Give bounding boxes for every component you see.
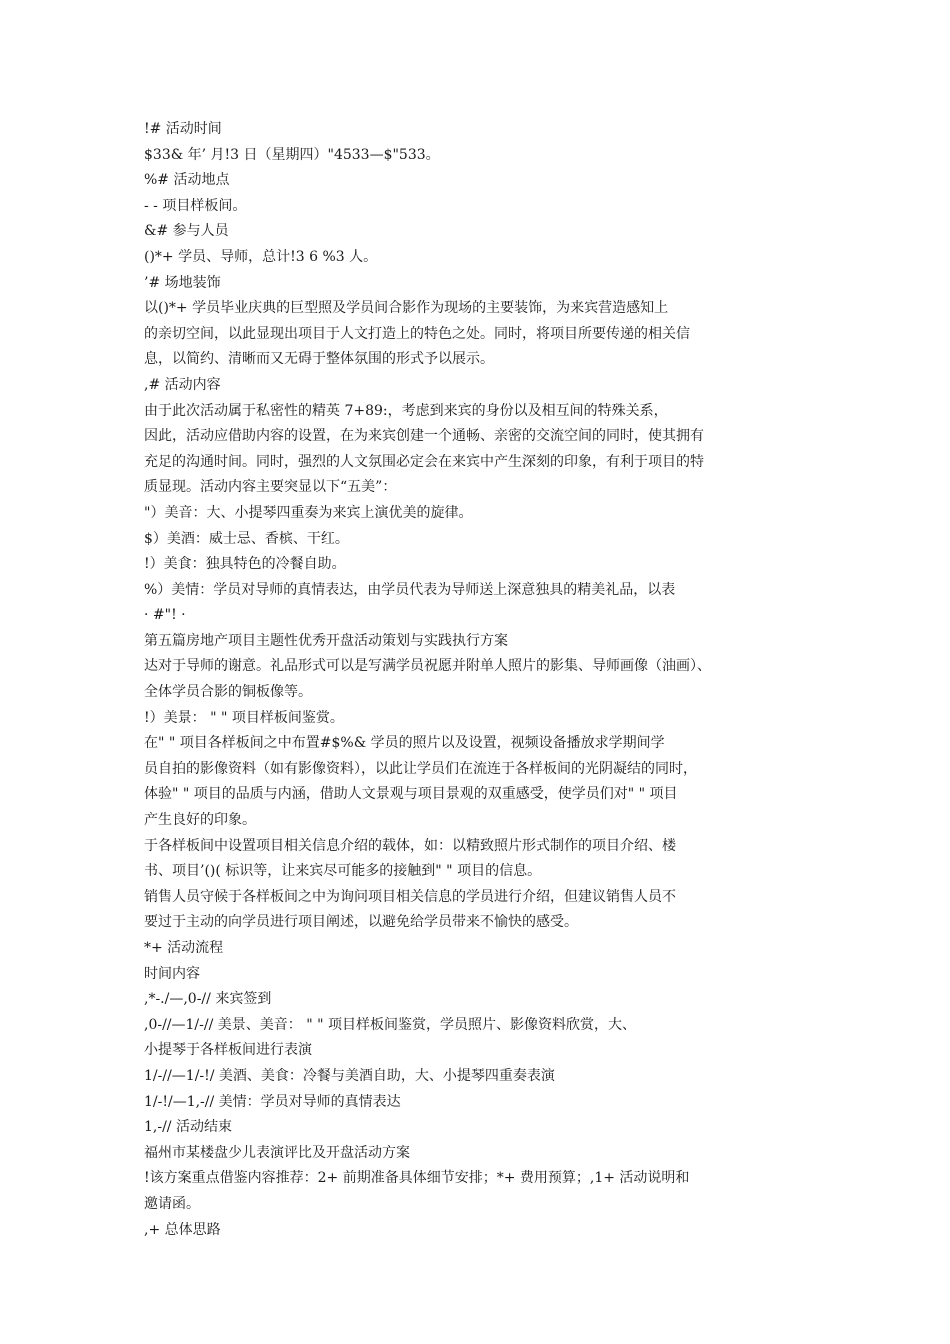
text-line: 以()*+ 学员毕业庆典的巨型照及学员间合影作为现场的主要装饰，为来宾营造感知上 [144, 300, 669, 317]
schedule-row: 小提琴于各样板间进行表演 [144, 1042, 312, 1059]
list-item: $）美酒：威士忌、香槟、干红。 [144, 530, 349, 547]
text-line: - - 项目样板间。 [144, 197, 247, 214]
list-item: %）美情：学员对导师的真情表达，由学员代表为导师送上深意独具的精美礼品，以表 [144, 581, 676, 598]
text-line: 质显现。活动内容主要突显以下“五美”： [144, 479, 397, 496]
text-line: 邀请函。 [144, 1195, 200, 1212]
text-line: 全体学员合影的铜板像等。 [144, 684, 312, 701]
section-heading-time: !# 活动时间 [144, 121, 222, 137]
text-line: 的亲切空间，以此显现出项目于人文打造上的特色之处。同时，将项目所要传递的相关信 [144, 325, 690, 342]
text-line: 因此，活动应借助内容的设置，在为来宾创建一个通畅、亲密的交流空间的同时，使其拥有 [144, 428, 704, 445]
section-heading-content: ,# 活动内容 [144, 376, 221, 393]
schedule-row: ,*-./—,0-// 来宾签到 [144, 991, 272, 1008]
text-line: 书、项目’()( 标识等，让来宾尽可能多的接触到" " 项目的信息。 [144, 863, 542, 880]
text-line: 要过于主动的向学员进行项目阐述，以避免给学员带来不愉快的感受。 [144, 914, 578, 931]
text-line: $33& 年’ 月!3 日（星期四）"4533—$"533。 [144, 146, 440, 163]
text-line: 员自拍的影像资料（如有影像资料），以此让学员们在流连于各样板间的光阴凝结的同时， [144, 760, 697, 777]
schedule-header: 时间内容 [144, 965, 200, 982]
list-item: !）美食：独具特色的冷餐自助。 [144, 556, 346, 573]
section-heading-schedule: *+ 活动流程 [144, 940, 224, 956]
list-item: !）美景： " " 项目样板间鉴赏。 [144, 709, 344, 726]
schedule-row: 1,-// 活动结束 [144, 1119, 232, 1136]
text-line: !该方案重点借鉴内容推荐：2+ 前期准备具体细节安排；*+ 费用预算；,1+ 活动说明和 [144, 1170, 690, 1187]
schedule-row: ,0-//—1/-// 美景、美音： " " 项目样板间鉴赏，学员照片、影像资料欣赏，大、 [144, 1016, 636, 1033]
schedule-row: 1/-!/—1,-// 美情：学员对导师的真情表达 [144, 1093, 401, 1110]
document-body [144, 117, 794, 1243]
section-heading-location: %# 活动地点 [144, 172, 230, 189]
text-line: 由于此次活动属于私密性的精英 7+89:，考虑到来宾的身份以及相互间的特殊关系， [144, 402, 668, 419]
text-line: 体验" " 项目的品质与内涵，借助人文景观与项目景观的双重感受，使学员们对" " 项目 [144, 786, 678, 803]
list-item: "）美音：大、小提琴四重奏为来宾上演优美的旋律。 [144, 504, 473, 521]
text-line: 于各样板间中设置项目相关信息介绍的载体，如：以精致照片形式制作的项目介绍、楼 [144, 837, 676, 854]
page-number: · #"! · [144, 607, 186, 624]
text-line: 充足的沟通时间。同时，强烈的人文氛围必定会在来宾中产生深刻的印象，有利于项目的特 [144, 453, 704, 470]
text-line: 息，以简约、清晰而又无碍于整体氛围的形式予以展示。 [144, 351, 494, 368]
text-line: 产生良好的印象。 [144, 812, 256, 829]
schedule-row: 1/-//—1/-!/ 美酒、美食：冷餐与美酒自助，大、小提琴四重奏表演 [144, 1067, 555, 1084]
text-line: ()*+ 学员、导师，总计!3 6 %3 人。 [144, 248, 378, 265]
section-heading-overview: ,+ 总体思路 [144, 1221, 221, 1238]
section-heading-decoration: ’# 场地装饰 [144, 274, 221, 291]
text-line: 在" " 项目各样板间之中布置#$%& 学员的照片以及设置，视频设备播放求学期间学 [144, 735, 665, 752]
text-line: 达对于导师的谢意。礼品形式可以是写满学员祝愿并附单人照片的影集、导师画像（油画）、 [144, 658, 711, 675]
running-header: 第五篇房地产项目主题性优秀开盘活动策划与实践执行方案 [144, 632, 508, 649]
section-heading-participants: &# 参与人员 [144, 223, 229, 240]
text-line: 销售人员守候于各样板间之中为询问项目相关信息的学员进行介绍，但建议销售人员不 [144, 888, 676, 905]
case-title: 福州市某楼盘少儿表演评比及开盘活动方案 [144, 1144, 410, 1161]
